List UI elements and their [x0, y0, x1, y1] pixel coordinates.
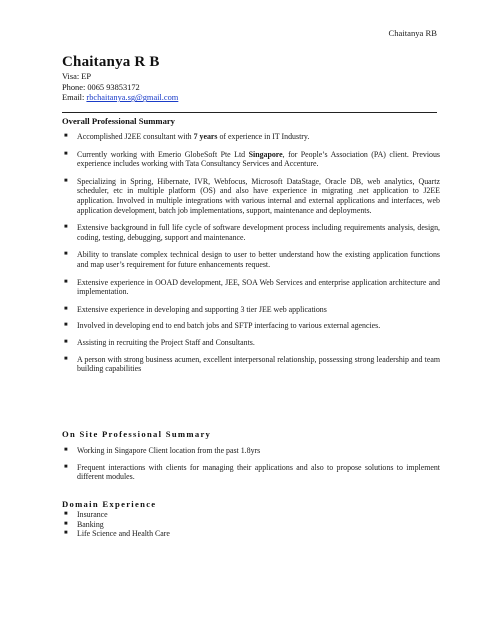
bullet-icon: ■: [64, 338, 68, 345]
item-text: Frequent interactions with clients for managing their applications and also to propose solutions to implement different modules.: [77, 462, 440, 482]
item-text: Insurance: [77, 510, 108, 519]
bullet-icon: ■: [64, 224, 68, 231]
header-divider: [62, 112, 437, 113]
list-item: [62, 177, 440, 215]
list-item: [62, 132, 440, 142]
list-item: [62, 278, 440, 297]
bullet-icon: ■: [64, 150, 68, 157]
bullet-icon: ■: [64, 511, 68, 517]
bullet-icon: ■: [64, 463, 68, 470]
email-label: Email:: [62, 93, 87, 103]
bullet-icon: ■: [64, 278, 68, 285]
item-text: Life Science and Health Care: [77, 529, 170, 539]
list-item: [62, 223, 440, 242]
bullet-icon: ■: [64, 447, 68, 453]
domain-experience-title: Domain Experience: [62, 499, 157, 509]
list-item: [62, 338, 440, 348]
list-item: [62, 250, 440, 269]
list-item: [62, 529, 440, 539]
list-item: [62, 510, 440, 520]
item-text: Extensive experience in developing and supporting 3 tier JEE web applications: [77, 304, 327, 314]
onsite-summary-title: On Site Professional Summary: [62, 429, 212, 439]
item-emphasis: 7 years: [193, 132, 218, 141]
item-emphasis: Singapore: [248, 149, 283, 159]
item-text: Extensive background in full life cycle of software development process including requirements analysis, design, coding, testing, debugging, support and maintenance.: [77, 223, 440, 242]
visa-line: Visa: EP: [62, 72, 92, 81]
item-text: Working in Singapore Client location from the past 1.8yrs: [77, 446, 261, 455]
item-text: Accomplished J2EE consultant with: [77, 132, 194, 141]
list-item: [62, 321, 440, 331]
list-item: [62, 355, 440, 374]
bullet-icon: ■: [64, 251, 68, 258]
list-item: [62, 305, 440, 315]
item-text: Specializing in Spring, Hibernate, IVR, Webfocus, Microsoft DataStage, Oracle DB, web analytics, Quartz scheduler, etc in multiple platform (OS) and also have experience in migrating .net application to J2EE application. Involved in multiple integrations with various internal and external applications and interfaces, web application development, batch job implementations, support, maintenance and deployments.: [77, 176, 440, 215]
item-text: Ability to translate complex technical design to user to better understand how the existing application functions and map user’s requirement for future enhancements request.: [77, 250, 440, 269]
list-item: [62, 520, 440, 530]
bullet-icon: ■: [64, 322, 68, 329]
bullet-icon: ■: [64, 177, 68, 184]
bullet-icon: ■: [64, 305, 68, 312]
overall-summary-list: [62, 132, 440, 374]
bullet-icon: ■: [64, 520, 68, 527]
bullet-icon: ■: [64, 133, 68, 139]
item-text: Involved in developing end to end batch jobs and SFTP interfacing to various external agencies.: [77, 321, 381, 331]
onsite-summary-list: [62, 446, 440, 482]
list-item: [62, 150, 440, 169]
domain-experience-list: [62, 510, 440, 539]
item-text: Extensive experience in OOAD development, JEE, SOA Web Services and enterprise application architecture and implementation.: [77, 277, 440, 297]
item-text-tail: of experience in IT Industry.: [217, 132, 310, 141]
phone-line: Phone: 0065 93853172: [62, 82, 140, 92]
running-header-name: Chaitanya RB: [388, 28, 437, 38]
item-text: Currently working with Emerio GlobeSoft Pte Ltd: [77, 149, 249, 159]
contact-block: [62, 72, 178, 104]
item-text-tail: , for People’s Association (PA) client. Previous experience includes working with Tata Consultancy Services and Accenture.: [77, 149, 440, 169]
item-text: Banking: [77, 519, 104, 529]
bullet-icon: ■: [64, 355, 68, 362]
item-text: A person with strong business acumen, excellent interpersonal relationship, possessing strong leadership and team building capabilities: [77, 354, 440, 374]
list-item: [62, 463, 440, 482]
email-line: [62, 93, 178, 104]
overall-summary-title: Overall Professional Summary: [62, 116, 175, 126]
email-link[interactable]: rbchaitanya.sg@gmail.com: [86, 93, 179, 103]
item-text: Assisting in recruiting the Project Staff and Consultants.: [77, 337, 255, 347]
bullet-icon: ■: [64, 530, 68, 537]
list-item: [62, 446, 440, 456]
candidate-name: Chaitanya R B: [62, 54, 160, 70]
